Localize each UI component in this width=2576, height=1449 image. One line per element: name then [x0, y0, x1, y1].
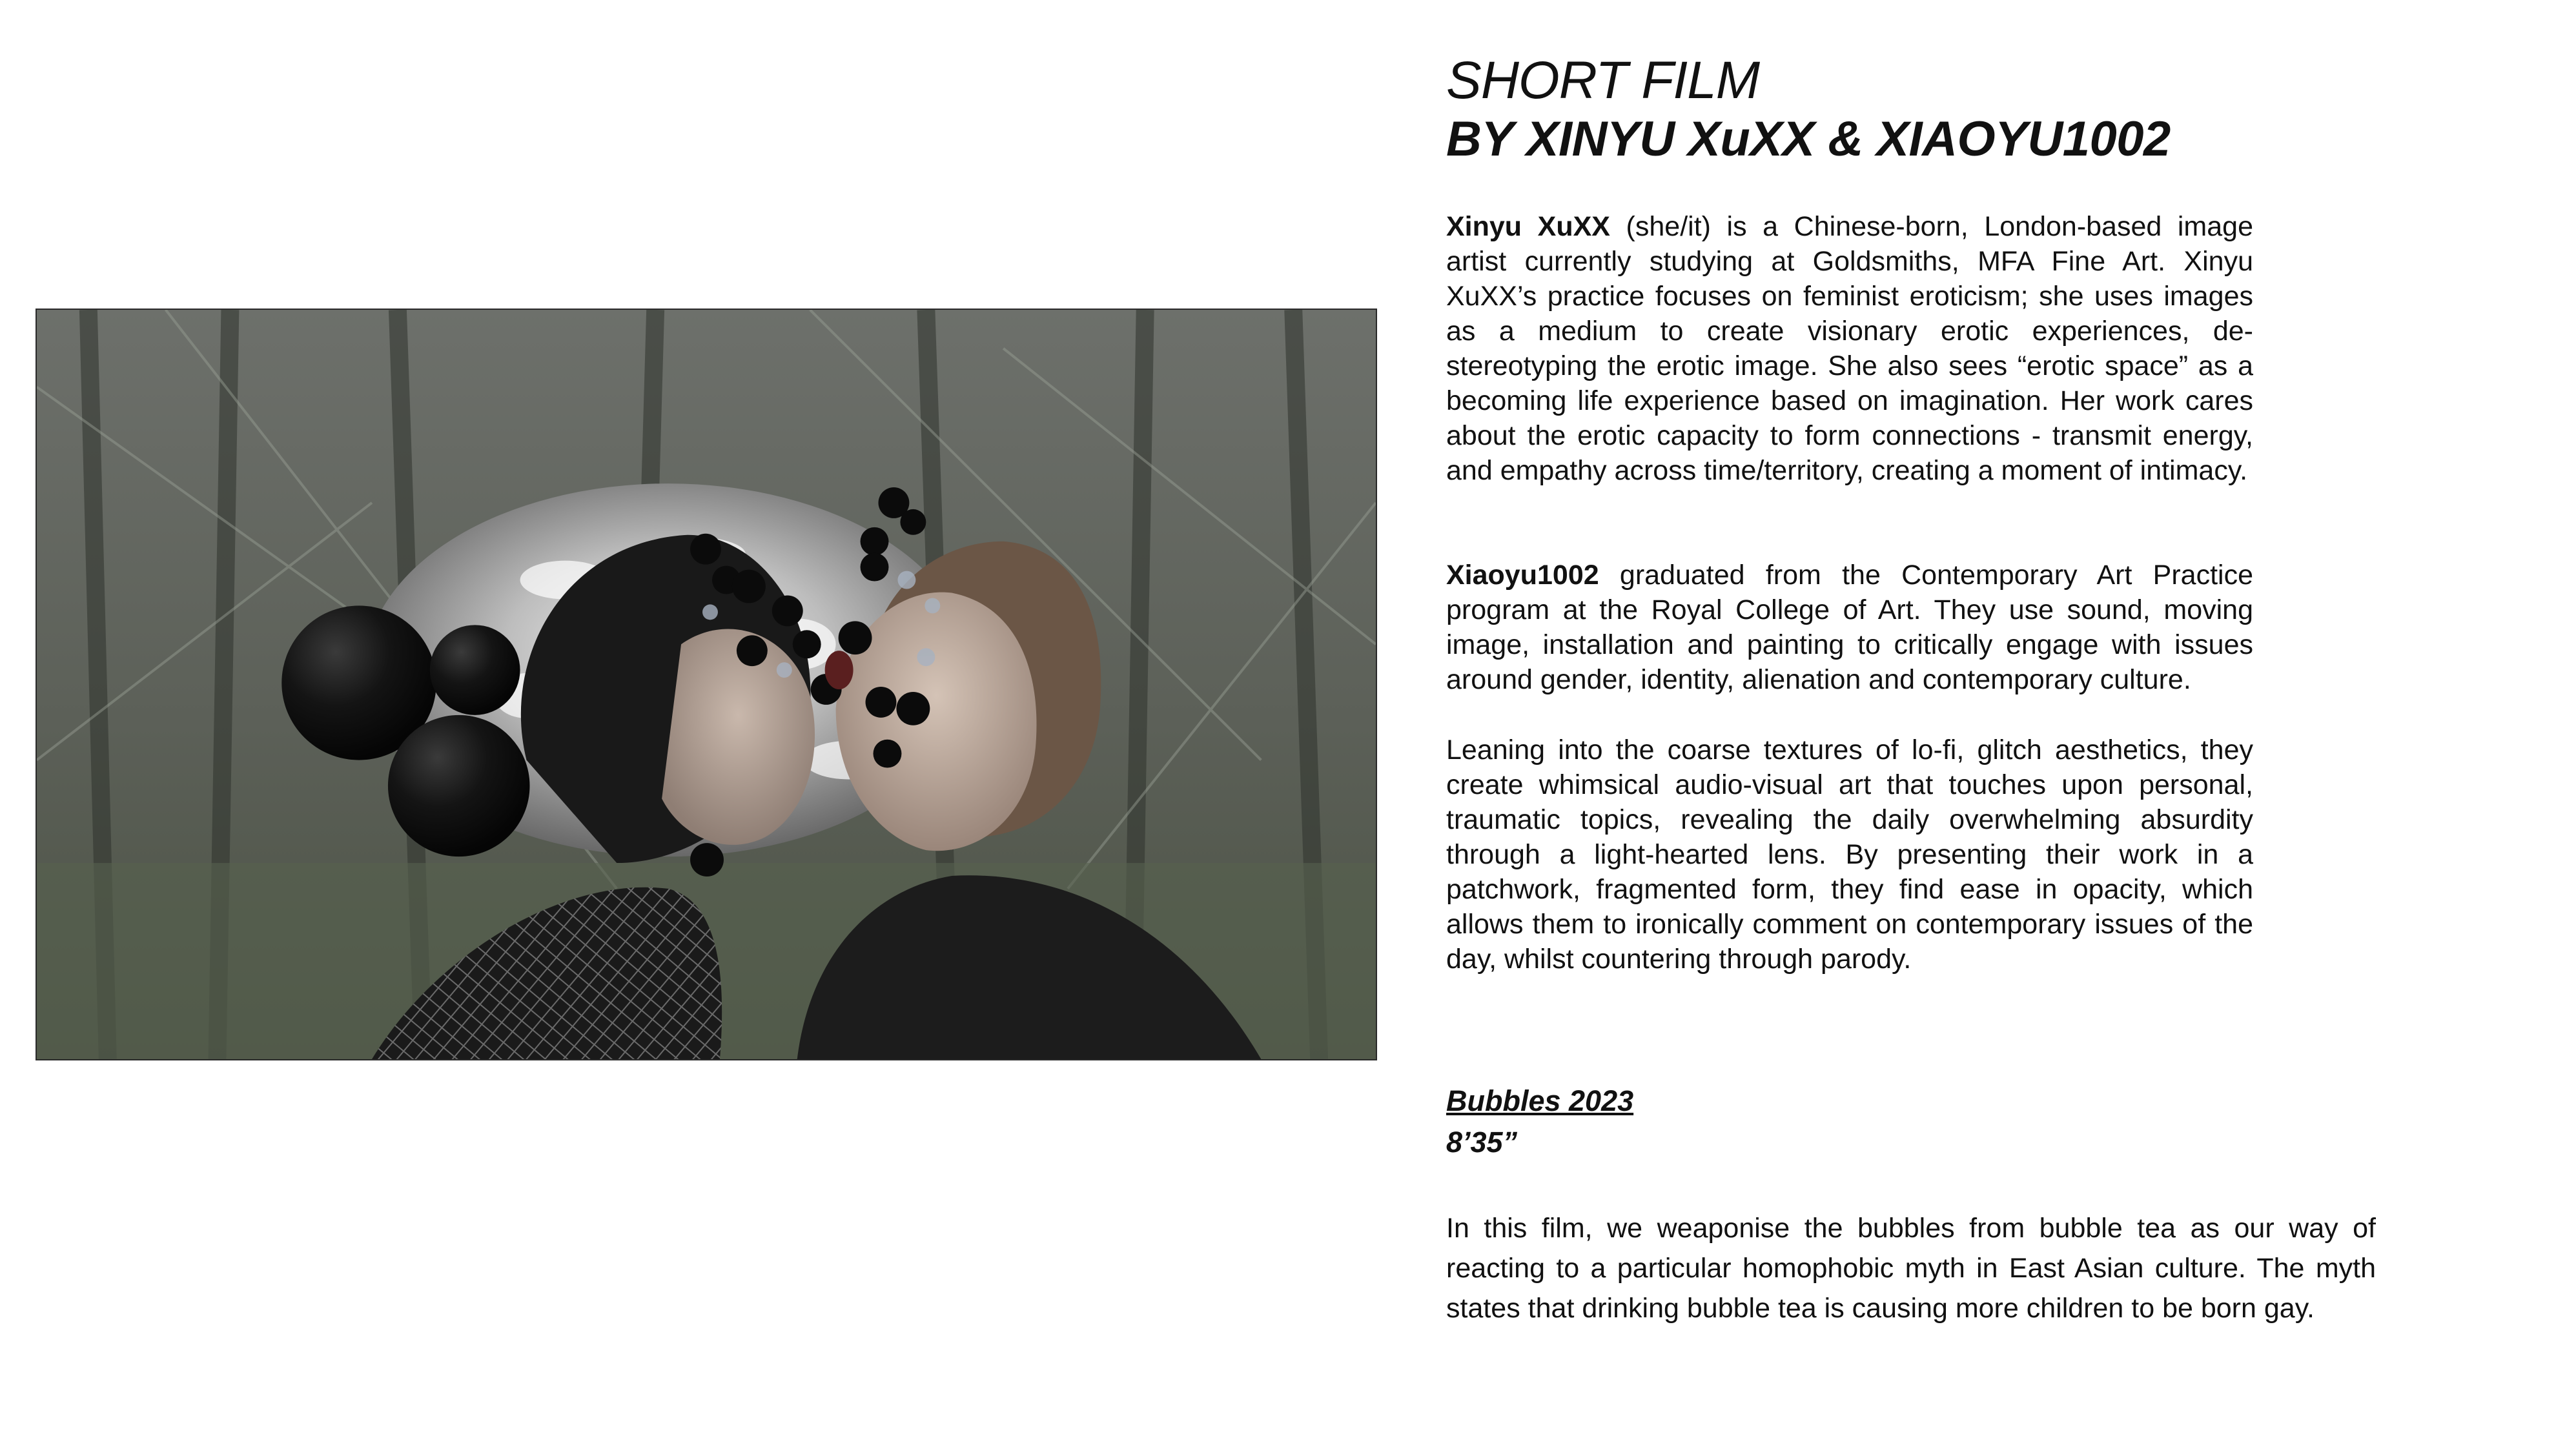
- artist-name-xinyu: Xinyu XuXX: [1446, 211, 1610, 242]
- work-synopsis: In this film, we weaponise the bubbles from bubble tea as our way of reacting to a particular homophobic myth in East Asian culture. The myth states that drinking bubble tea is causing more children to be born gay.: [1446, 1213, 2376, 1324]
- bio-xiaoyu-paragraph: [1446, 558, 2253, 697]
- bio-xinyu-text: (she/it) is a Chinese-born, London-based image artist currently studying at Goldsmiths, MFA Fine Art. Xinyu XuXX’s practice focuses on feminist eroticism; she uses images as a medium to create visionary erotic experiences, de-stereotyping the erotic image. She also sees “erotic space” as a becoming life experience based on imagination. Her work cares about the erotic capacity to form connections - transmit energy, and empathy across time/territory, creating a moment of intimacy.: [1446, 211, 2253, 486]
- artists-byline: BY XINYU XuXX & XIAOYU1002: [1446, 112, 2171, 167]
- film-still-image: [36, 309, 1377, 1060]
- bio-xinyu-paragraph: [1446, 209, 2253, 488]
- bio-xiaoyu-text: graduated from the Contemporary Art Practice program at the Royal College of Art. They use sound, moving image, installation and painting to critically engage with issues around gender, identity, alienation and contemporary culture.: [1446, 560, 2253, 695]
- page-title: SHORT FILM: [1446, 51, 1760, 110]
- work-duration: 8’35”: [1446, 1126, 1518, 1159]
- work-title: Bubbles 2023: [1446, 1084, 1634, 1117]
- artist-name-xiaoyu: Xiaoyu1002: [1446, 560, 1599, 591]
- film-still-illustration: [37, 310, 1376, 1059]
- practice-paragraph: Leaning into the coarse textures of lo-fi, glitch aesthetics, they create whimsical audio-visual art that touches upon personal, traumatic topics, revealing the daily overwhelming absurdity through a light-hearted lens. By presenting their work in a patchwork, fragmented form, they find ease in opacity, which allows them to ironically comment on contemporary issues of the day, whilst countering through parody.: [1446, 735, 2253, 975]
